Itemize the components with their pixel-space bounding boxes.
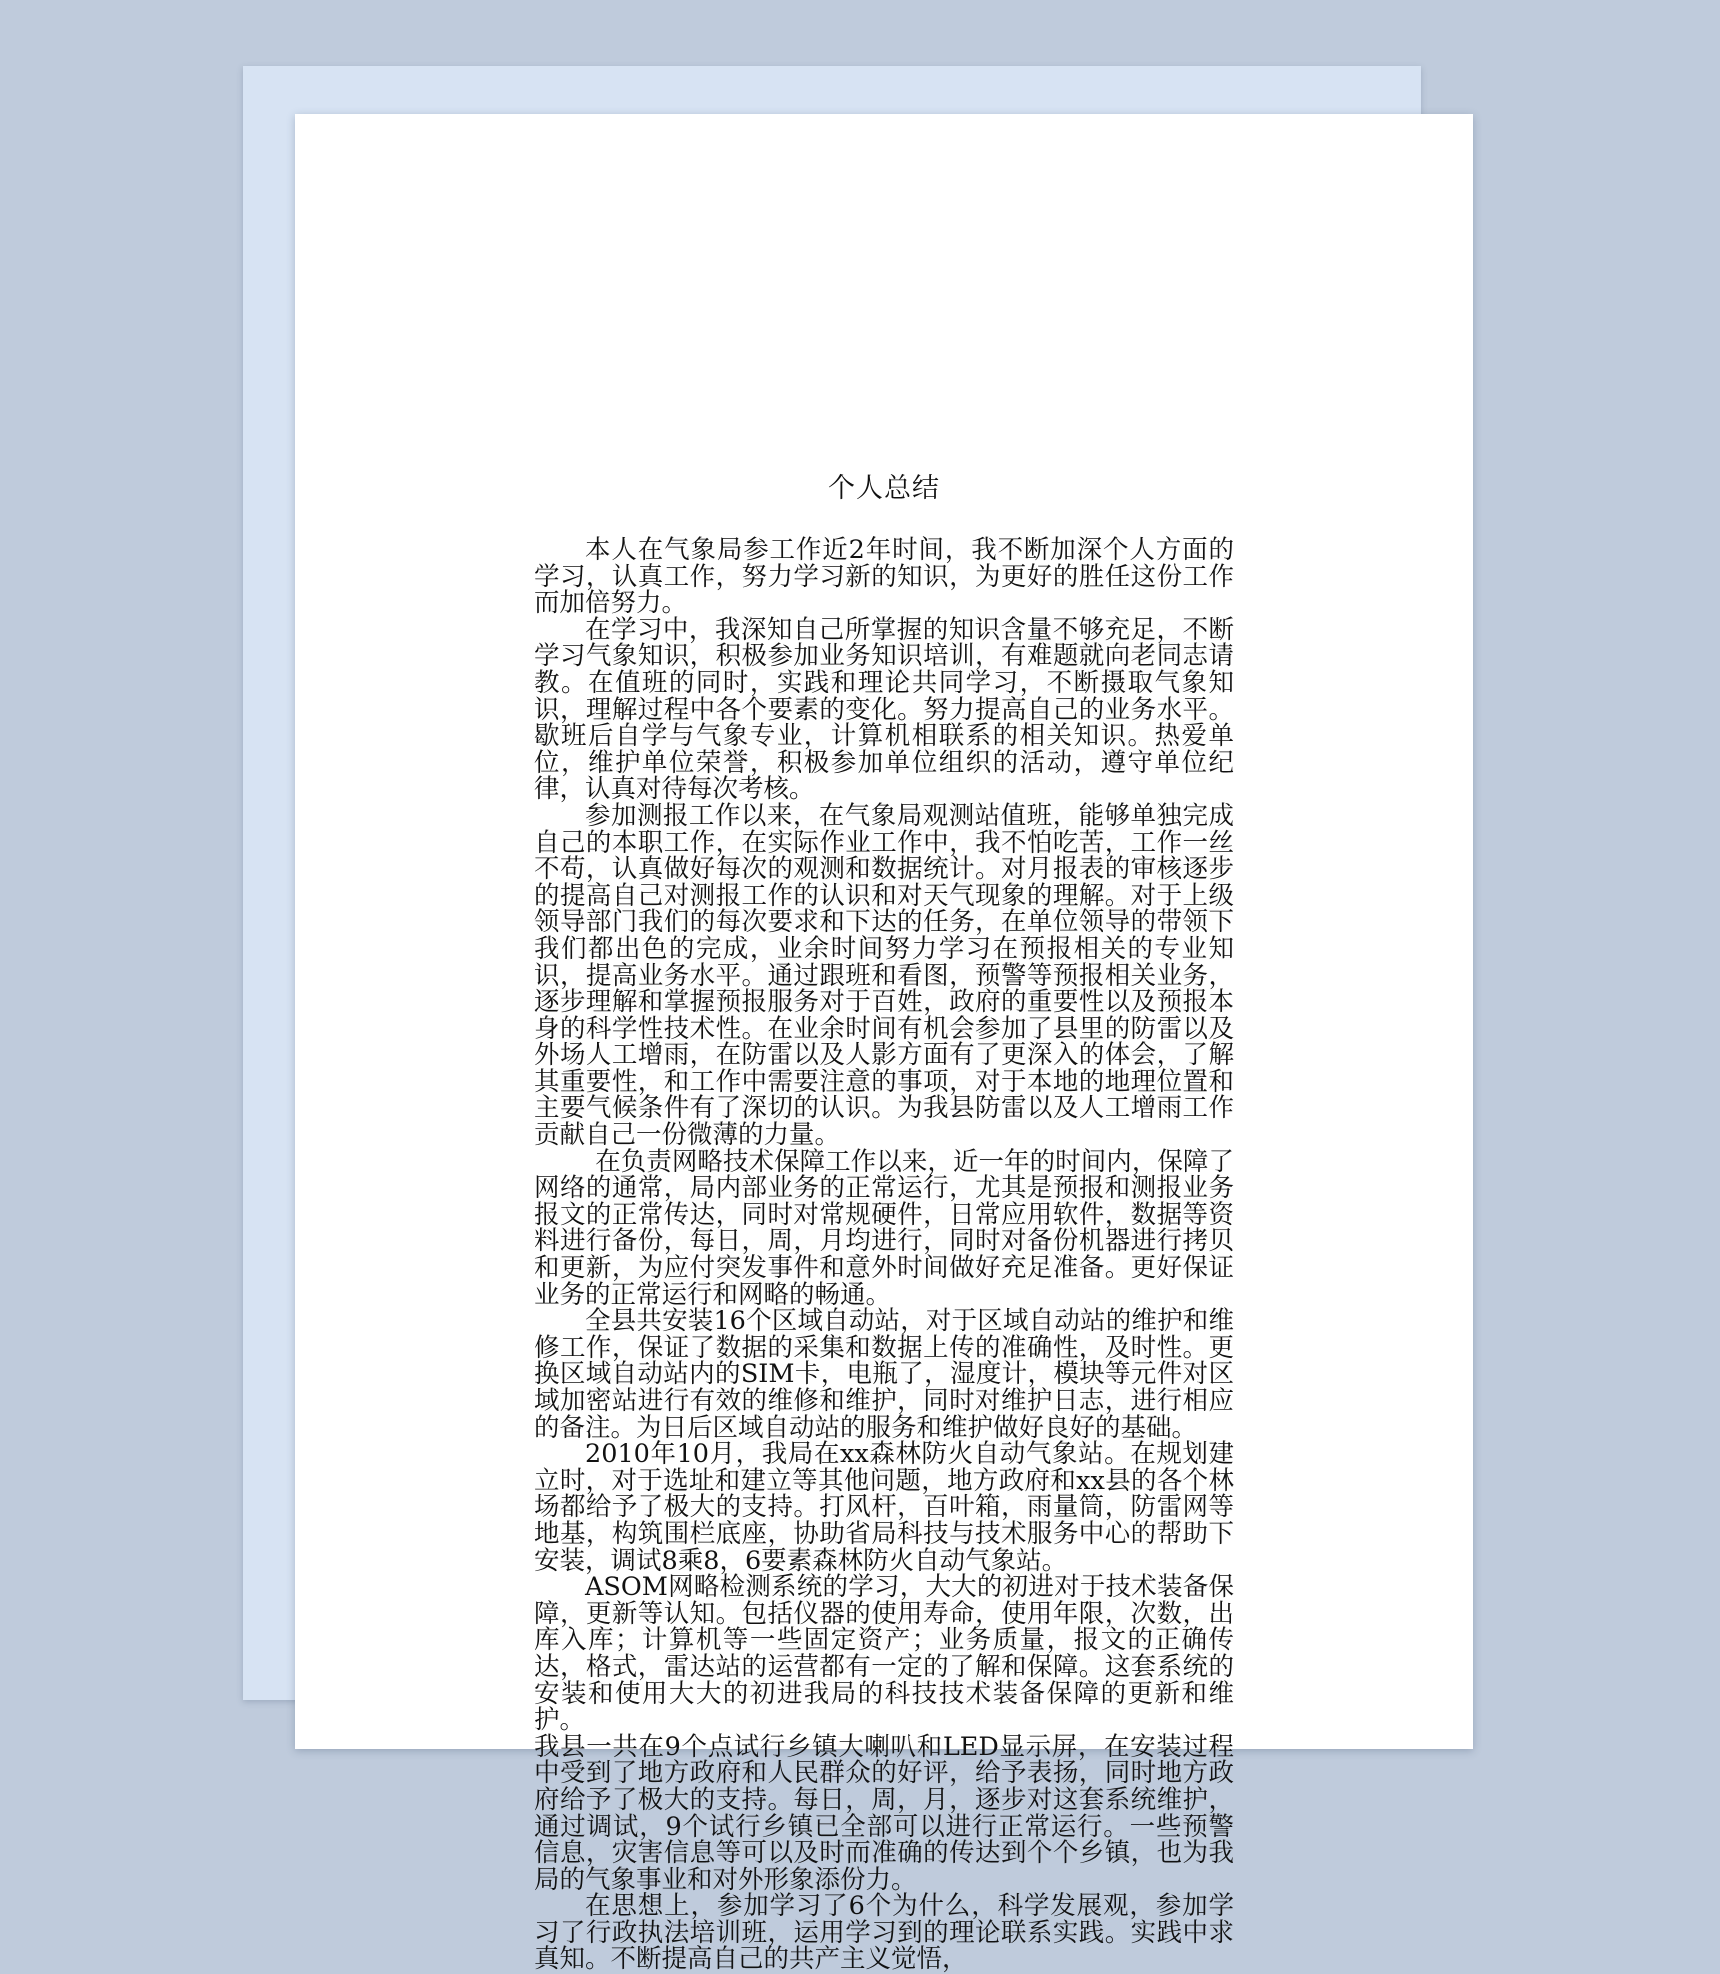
document-body [534,537,1234,1973]
paragraph: 我县一共在9个点试行乡镇大喇叭和LED显示屏，在安装过程中受到了地方政府和人民群众的好评，给予表扬，同时地方政府给予了极大的支持。每日，周，月，逐步对这套系统维护，通过调试，9个试行乡镇已全部可以进行正常运行。一些预警信息，灾害信息等可以及时而准确的传达到个个乡镇，也为我局的气象事业和对外形象添份力。 [534,1731,1234,1895]
document-title: 个人总结 [828,473,940,504]
paragraph: 2010年10月，我局在xx森林防火自动气象站。在规划建立时，对于选址和建立等其他问题，地方政府和xx县的各个林场都给予了极大的支持。打风杆，百叶箱，雨量筒，防雷网等地基，构筑围栏底座，协助省局科技与技术服务中心的帮助下安装，调试8乘8，6要素森林防火自动气象站。 [534,1439,1234,1576]
document-page [295,114,1473,1974]
paragraph: 在负责网略技术保障工作以来，近一年的时间内，保障了网络的通常，局内部业务的正常运行，尤其是预报和测报业务报文的正常传达，同时对常规硬件，日常应用软件，数据等资料进行备份，每日，周，月均进行，同时对备份机器进行拷贝和更新，为应付突发事件和意外时间做好充足准备。更好保证业务的正常运行和网略的畅通。 [534,1146,1234,1310]
paragraph: 在思想上，参加学习了6个为什么，科学发展观，参加学习了行政执法培训班，运用学习到的理论联系实践。实践中求真知。不断提高自己的共产主义觉悟， [534,1891,1234,1974]
paragraph: 参加测报工作以来，在气象局观测站值班，能够单独完成自己的本职工作，在实际作业工作中，我不怕吃苦，工作一丝不苟，认真做好每次的观测和数据统计。对月报表的审核逐步的提高自己对测报工作的认识和对天气现象的理解。对于上级领导部门我们的每次要求和下达的任务，在单位领导的带领下我们都出色的完成，业余时间努力学习在预报相关的专业知识，提高业务水平。通过跟班和看图，预警等预报相关业务，逐步理解和掌握预报服务对于百姓，政府的重要性以及预报本身的科学性技术性。在业余时间有机会参加了县里的防雷以及外场人工增雨，在防雷以及人影方面有了更深入的体会，了解其重要性，和工作中需要注意的事项，对于本地的地理位置和主要气候条件有了深切的认识。为我县防雷以及人工增雨工作贡献自己一份微薄的力量。 [534,800,1234,1151]
paragraph: 全县共安装16个区域自动站，对于区域自动站的维护和维修工作，保证了数据的采集和数据上传的准确性，及时性。更换区域自动站内的SIM卡，电瓶了，湿度计，模块等元件对区域加密站进行有效的维修和维护，同时对维护日志，进行相应的备注。为日后区域自动站的服务和维护做好良好的基础。 [534,1306,1234,1443]
paragraph: 本人在气象局参工作近2年时间，我不断加深个人方面的学习，认真工作，努力学习新的知识，为更好的胜任这份工作而加倍努力。 [534,535,1234,619]
paragraph: 在学习中，我深知自己所掌握的知识含量不够充足，不断学习气象知识，积极参加业务知识培训，有难题就向老同志请教。在值班的同时，实践和理论共同学习，不断摄取气象知识，理解过程中各个要素的变化。努力提高自己的业务水平。歇班后自学与气象专业，计算机相联系的相关知识。热爱单位，维护单位荣誉，积极参加单位组织的活动，遵守单位纪律，认真对待每次考核。 [534,614,1234,805]
paragraph: ASOM网略检测系统的学习，大大的初进对于技术装备保障，更新等认知。包括仪器的使用寿命，使用年限，次数，出库入库；计算机等一些固定资产；业务质量，报文的正确传达，格式，雷达站的运营都有一定的了解和保障。这套系统的安装和使用大大的初进我局的科技技术装备保障的更新和维护。 [534,1572,1234,1736]
